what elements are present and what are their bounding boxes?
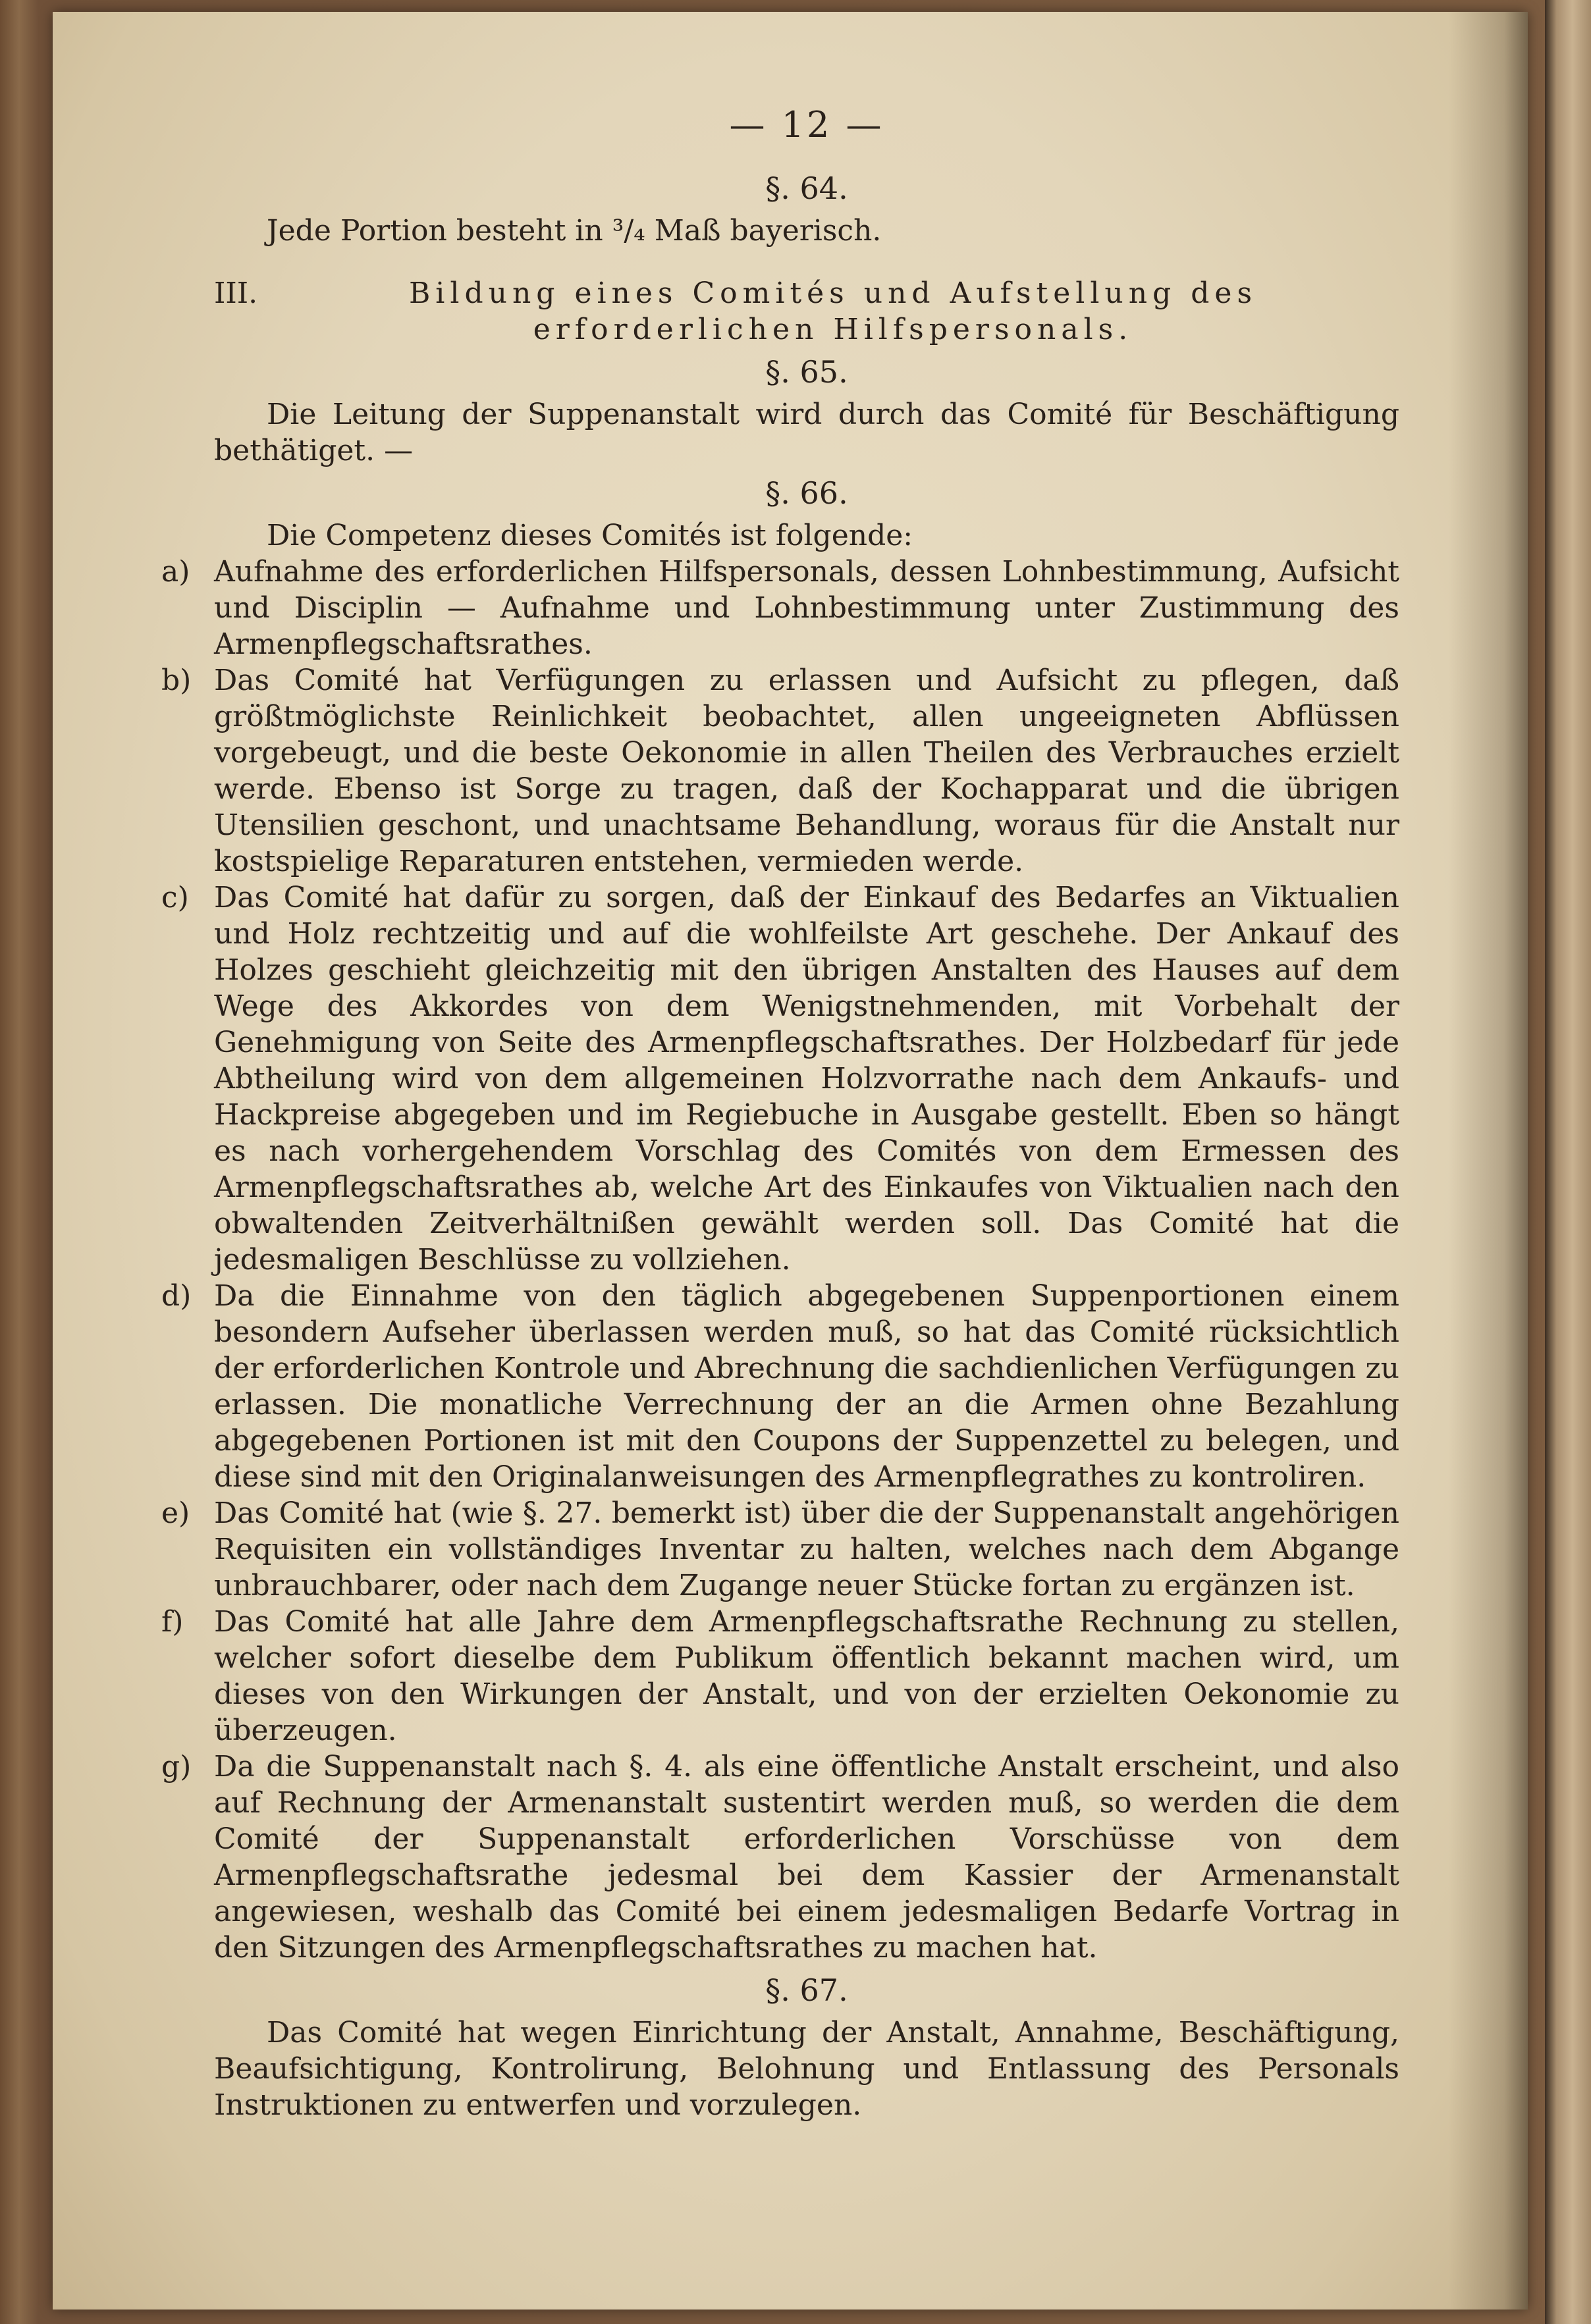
section-66-intro: Die Competenz dieses Comités ist folgende: bbox=[267, 519, 913, 552]
item-label: b) bbox=[161, 664, 192, 697]
part-3-title: Bildung eines Comités und Aufstellung des erforderlichen Hilfspersonals. bbox=[408, 277, 1258, 346]
list-item-f bbox=[161, 1604, 1399, 1749]
item-label: g) bbox=[161, 1750, 192, 1783]
list-item-c bbox=[161, 880, 1399, 1278]
item-label: e) bbox=[161, 1496, 190, 1530]
book-page bbox=[53, 12, 1528, 2310]
item-text: Das Comité hat Verfügungen zu erlassen und Aufsicht zu pflegen, daß größtmöglichste Reinlichkeit beobachtet, allen ungeeigneten Abflüssen vorgebeugt, und die beste Oekonomie in allen Theilen des Verbrauches erzielt werde. Ebenso ist Sorge zu tragen, daß der Kochapparat und die übrigen Utensilien geschont, und unachtsame Behandlung, woraus für die Anstalt nur kostspielige Reparaturen entstehen, vermieden werde. bbox=[214, 664, 1399, 878]
list-item-g bbox=[161, 1749, 1399, 1966]
part-3-heading bbox=[214, 275, 1399, 348]
section-65-heading: §. 65. bbox=[765, 354, 848, 390]
item-text: Aufnahme des erforderlichen Hilfspersonals, dessen Lohnbestimmung, Aufsicht und Disciplin — Aufnahme und Lohnbestimmung unter Zustimmung des Armenpflegschaftsrathes. bbox=[214, 555, 1399, 661]
item-text: Das Comité hat alle Jahre dem Armenpflegschaftsrathe Rechnung zu stellen, welcher sofort dieselbe dem Publikum öffentlich bekannt machen wird, um dieses von den Wirkungen der Anstalt, und von der erzielten Oekonomie zu überzeugen. bbox=[214, 1605, 1399, 1747]
page-number: — 12 — bbox=[729, 104, 884, 145]
section-65-text: Die Leitung der Suppenanstalt wird durch das Comité für Beschäftigung bethätiget. — bbox=[214, 398, 1399, 467]
list-item-a bbox=[161, 554, 1399, 662]
item-text: Das Comité hat dafür zu sorgen, daß der Einkauf des Bedarfes an Viktualien und Holz rechtzeitig und auf die wohlfeilste Art geschehe. Der Ankauf des Holzes geschieht gleichzeitig mit den übrigen Anstalten des Hauses auf dem Wege des Akkordes von dem Wenigstnehmenden, mit Vorbehalt der Genehmigung von Seite des Armenpflegschaftsrathes. Der Holzbedarf für jede Abtheilung wird von dem allgemeinen Holzvorrathe nach dem Ankaufs- und Hackpreise abgegeben und im Regiebuche in Ausgabe gestellt. Eben so hängt es nach vorhergehendem Vorschlag des Comités von dem Ermessen des Armenpflegschaftsrathes ab, welche Art des Einkaufes von Viktualien nach den obwaltenden Zeitverhältnißen gewählt werden soll. Das Comité hat die jedesmaligen Beschlüsse zu vollziehen. bbox=[214, 881, 1399, 1277]
item-text: Das Comité hat (wie §. 27. bemerkt ist) über die der Suppenanstalt angehörigen Requisiten ein vollständiges Inventar zu halten, welches nach dem Abgange unbrauchbarer, oder nach dem Zugange neuer Stücke fortan zu ergänzen ist. bbox=[214, 1496, 1399, 1602]
item-label: a) bbox=[161, 555, 190, 589]
page-content bbox=[161, 104, 1399, 2123]
section-67-heading: §. 67. bbox=[765, 1972, 848, 2008]
list-item-b bbox=[161, 662, 1399, 880]
item-text: Da die Einnahme von den täglich abgegebenen Suppenportionen einem besondern Aufseher überlassen werden muß, so hat das Comité rücksichtlich der erforderlichen Kontrole und Abrechnung die sachdienlichen Verfügungen zu erlassen. Die monatliche Verrechnung der an die Armen ohne Bezahlung abgegebenen Portionen ist mit den Coupons der Suppenzettel zu belegen, und diese sind mit den Originalanweisungen des Armenpflegrathes zu kontroliren. bbox=[214, 1279, 1399, 1494]
item-text: Da die Suppenanstalt nach §. 4. als eine öffentliche Anstalt erscheint, und also auf Rechnung der Armenanstalt sustentirt werden muß, so werden die dem Comité der Suppenanstalt erforderlichen Vorschüsse von dem Armenpflegschaftsrathe jedesmal bei dem Kassier der Armenanstalt angewiesen, weshalb das Comité bei einem jedesmaligen Bedarfe Vortrag in den Sitzungen des Armenpflegschaftsrathes zu machen hat. bbox=[214, 1750, 1399, 1965]
list-item-d bbox=[161, 1278, 1399, 1495]
section-67-text: Das Comité hat wegen Einrichtung der Anstalt, Annahme, Beschäftigung, Beaufsichtigung, Kontrolirung, Belohnung und Entlassung des Personals Instruktionen zu entwerfen und vorzulegen. bbox=[214, 2016, 1399, 2122]
list-item-e bbox=[161, 1495, 1399, 1604]
item-label: d) bbox=[161, 1279, 192, 1313]
next-page-edge bbox=[1545, 0, 1591, 2324]
item-label: f) bbox=[161, 1605, 184, 1639]
section-64-heading: §. 64. bbox=[765, 171, 848, 206]
item-label: c) bbox=[161, 881, 189, 914]
gutter-shadow bbox=[1449, 12, 1528, 2310]
section-66-heading: §. 66. bbox=[765, 475, 848, 511]
section-64-text: Jede Portion besteht in ³/₄ Maß bayerisch. bbox=[267, 214, 882, 248]
part-3-number: III. bbox=[214, 277, 258, 310]
